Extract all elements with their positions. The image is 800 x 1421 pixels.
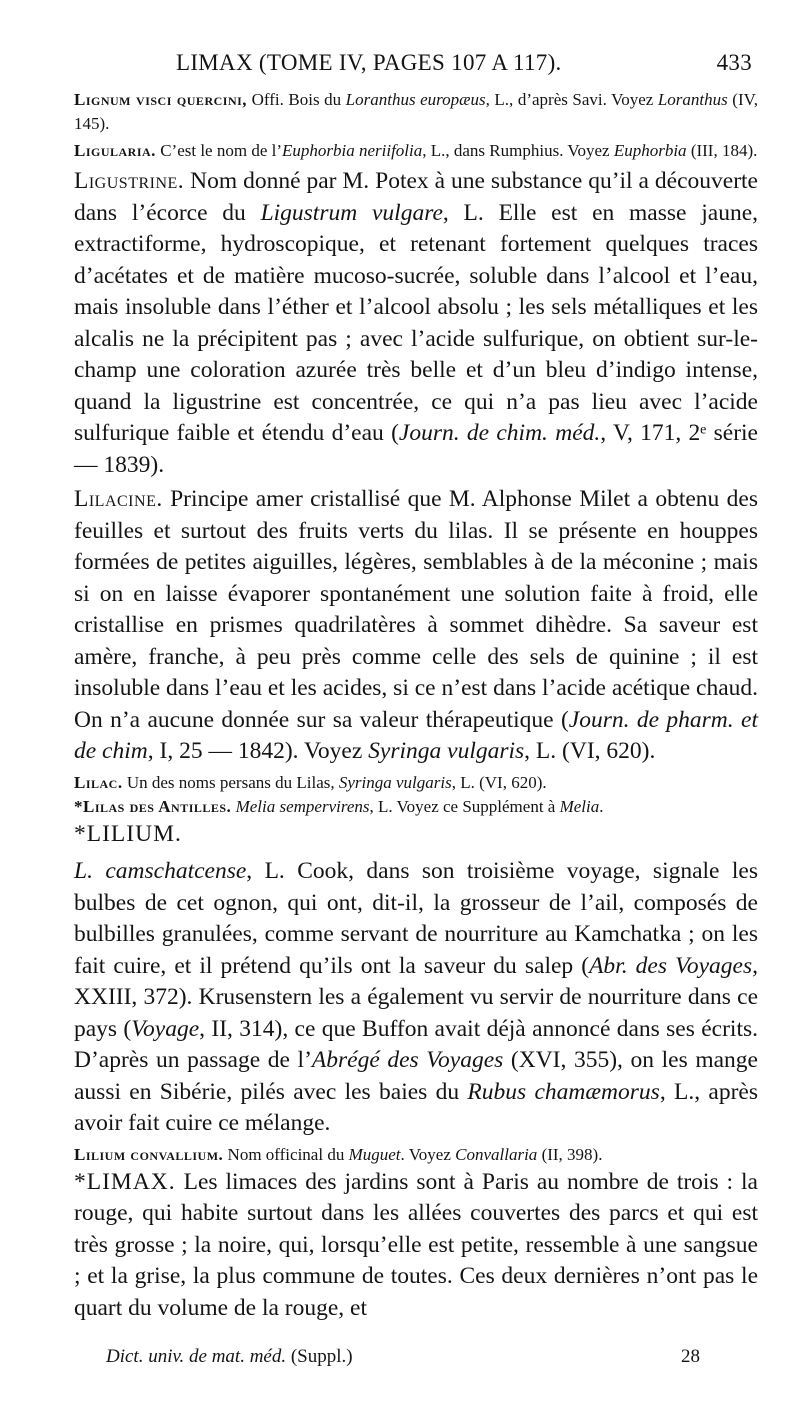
page-body <box>74 88 758 1324</box>
entry-limax: *LIMAX. Les limaces des jardins sont à Paris au nombre de trois : la rouge, qui habite surtout dans les allées couvertes des parcs et qui est très grosse ; la noire, qui, lorsqu’elle est petite, ressemble à une sangsue ; et la grise, la plus commune de toutes. Ces deux dernières n’ont pas le quart du volume de la rouge, et <box>74 1168 758 1321</box>
large-entries-3 <box>74 1167 758 1325</box>
entry-lignum-visci: Lignum visci quercini, Offi. Bois du Loranthus europæus, L., d’après Savi. Voyez Loranthus (IV, 145). <box>74 90 758 133</box>
entry-ligustrine: Ligustrine. Nom donné par M. Potex à une substance qu’il a découverte dans l’écorce du Ligustrum vulgare, L. Elle est en masse jaune, extractiforme, hydroscopique, et retenant fortement quelques traces d’acétates et de matière mucoso-sucrée, soluble dans l’alcool et l’eau, mais insoluble dans l’éther et l’alcool absolu ; les sels métalliques et les alcalis ne la précipitent pas ; avec l’acide sulfurique, on obtient sur-le-champ une coloration azurée très belle et d’un bleu d’indigo intense, quand la ligustrine est concentrée, ce qui n’a pas lieu avec l’acide sulfurique faible et étendu d’eau (Journ. de chim. méd., V, 171, 2ᵉ série — 1839). <box>74 168 758 478</box>
page-footer <box>106 1346 700 1374</box>
page-number: 433 <box>716 50 752 75</box>
large-entries-1 <box>74 166 758 768</box>
header-title: LIMAX (TOME IV, PAGES 107 A 117). <box>176 50 562 75</box>
small-entries-2 <box>74 771 758 819</box>
entry-lilac: Lilac. Un des noms persans du Lilas, Syringa vulgaris, L. (VI, 620). <box>74 772 547 792</box>
signature-mark: 28 <box>681 1346 700 1367</box>
entry-lilium: L. camschatcense, L. Cook, dans son troisième voyage, signale les bulbes de cet ognon, qui ont, dit-il, la grosseur de l’ail, composés de bulbilles granulées, comme servant de nourriture au Kamchatka ; on les fait cuire, et il prétend qu’ils ont la saveur du salep (Abr. des Voyages, XXIII, 372). Krusenstern les a également vu servir de nourriture dans ce pays (Voyage, II, 314), ce que Buffon avait déjà annoncé dans ses écrits. D’après un passage de l’Abrégé des Voyages (XVI, 355), on les mange aussi en Sibérie, pilés avec les baies du Rubus chamæmorus, L., après avoir fait cuire ce mélange. <box>74 858 759 1136</box>
footer-suppl: (Suppl.) <box>286 1346 353 1367</box>
entry-ligularia: Ligularia. C’est le nom de l’Euphorbia neriifolia, L., dans Rumphius. Voyez Euphorbia (III, 184). <box>74 141 758 160</box>
entry-lilacine: Lilacine. Principe amer cristallisé que M. Alphonse Milet a obtenu des feuilles et surtout des fruits verts du lilas. Il se présente en houppes formées de petites aiguilles, légères, semblables à de la méconine ; mais si on en laisse évaporer spontanément une solution faite à froid, elle cristallise en prismes quadrilatères à sommet dihèdre. Sa saveur est amère, franche, à peu près comme celle des sels de quinine ; il est insoluble dans l’eau et les acides, si ce n’est dans l’acide acétique chaud. On n’a aucune donnée sur sa valeur thérapeutique (Journ. de pharm. et de chim, I, 25 — 1842). Voyez Syringa vulgaris, L. (VI, 620). <box>74 486 758 764</box>
entry-lilium-heading: *LILIUM. <box>74 820 182 847</box>
small-entries <box>74 88 758 163</box>
large-entries-2 <box>74 819 758 1140</box>
small-entries-3 <box>74 1143 758 1167</box>
entry-lilas-des-antilles: *Lilas des Antilles. Melia sempervirens, L. Voyez ce Supplément à Melia. <box>74 796 604 816</box>
entry-lilium-convallium: Lilium convallium. Nom officinal du Muguet. Voyez Convallaria (II, 398). <box>74 1144 603 1164</box>
footer-book-title: Dict. univ. de mat. méd. <box>106 1346 287 1367</box>
running-header <box>70 50 770 82</box>
